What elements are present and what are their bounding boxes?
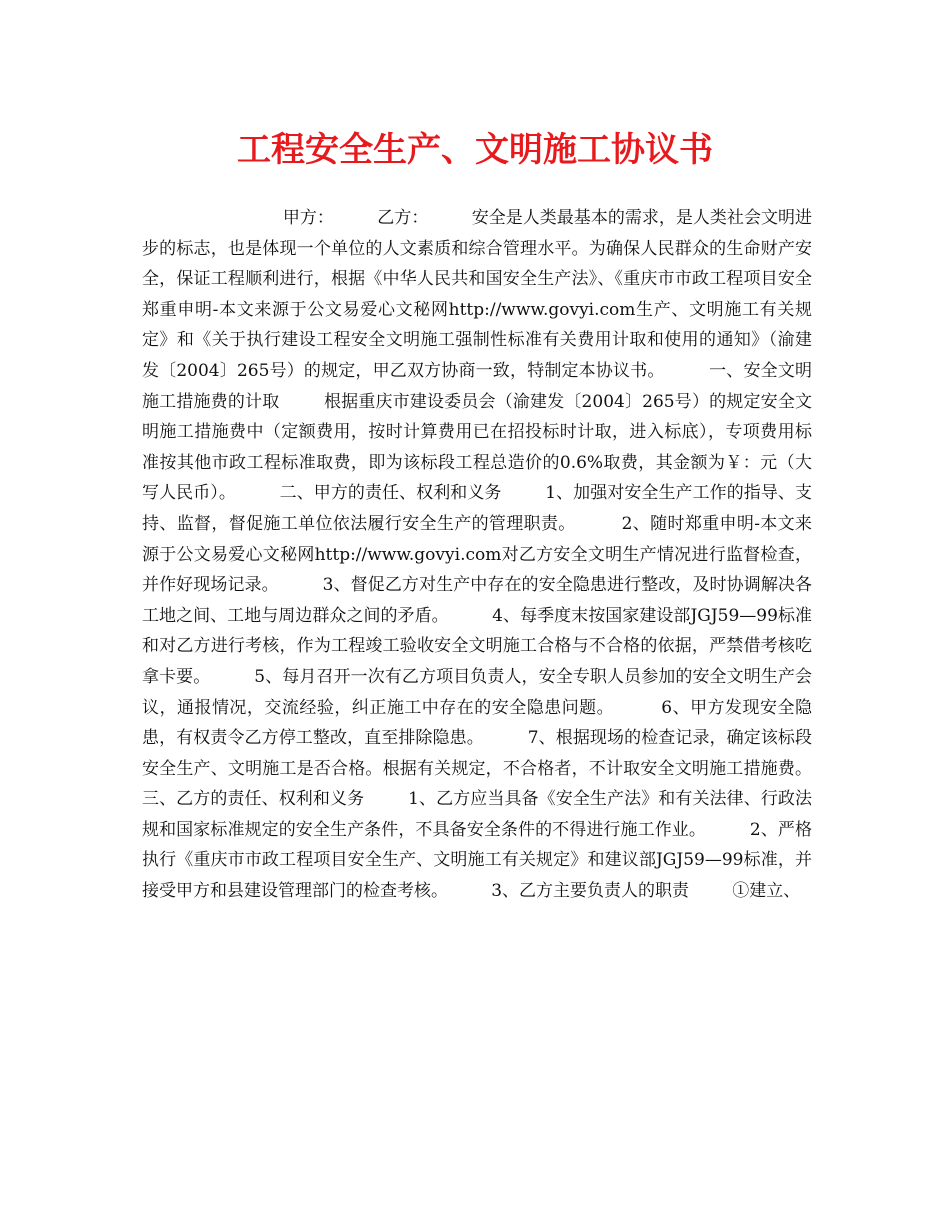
document-title: 工程安全生产、文明施工协议书 [237,130,713,170]
document-body: 甲方： 乙方： 安全是人类最基本的需求，是人类社会文明进步的标志，也是体现一个单位的人文素质和综合管理水平。为确保人民群众的生命财产安全，保证工程顺利进行，根据《中华人民共和国安全生产法》、《重庆市市政工程项目安全郑重申明-本文来源于公文易爱心文秘网http://www.govyi.com生产、文明施工有关规定》和《关于执行建设工程安全文明施工强制性标准有关费用计取和使用的通知》（渝建发〔2004〕265号）的规定，甲乙双方协商一致，特制定本协议书。 一、安全文明施工措施费的计取 根据重庆市建设委员会（渝建发〔2004〕265号）的规定安全文明施工措施费中（定额费用，按时计算费用已在招投标时计取，进入标底），专项费用标准按其他市政工程标准取费，即为该标段工程总造价的0.6%取费，其金额为￥：元（大写人民币）。 二、甲方的责任、权利和义务 1、加强对安全生产工作的指导、支持、监督，督促施工单位依法履行安全生产的管理职责。 2、随时郑重申明-本文来源于公文易爱心文秘网http://www.govyi.com对乙方安全文明生产情况进行监督检查，并作好现场记录。 3、督促乙方对生产中存在的安全隐患进行整改，及时协调解决各工地之间、工地与周边群众之间的矛盾。 4、每季度末按国家建设部JGJ59—99标准和对乙方进行考核，作为工程竣工验收安全文明施工合格与不合格的依据，严禁借考核吃拿卡要。 5、每月召开一次有乙方项目负责人，安全专职人员参加的安全文明生产会议，通报情况，交流经验，纠正施工中存在的安全隐患问题。 6、甲方发现安全隐患，有权责令乙方停工整改，直至排除隐患。 7、根据现场的检查记录，确定该标段安全生产、文明施工是否合格。根据有关规定，不合格者，不计取安全文明施工措施费。 三、乙方的责任、权利和义务 1、乙方应当具备《安全生产法》和有关法律、行政法规和国家标准规定的安全生产条件，不具备安全条件的不得进行施工作业。 2、严格执行《重庆市市政工程项目安全生产、文明施工有关规定》和建议部JGJ59—99标准，并接受甲方和县建设管理部门的检查考核。 3、乙方主要负责人的职责 ①建立、 [142,208,856,902]
